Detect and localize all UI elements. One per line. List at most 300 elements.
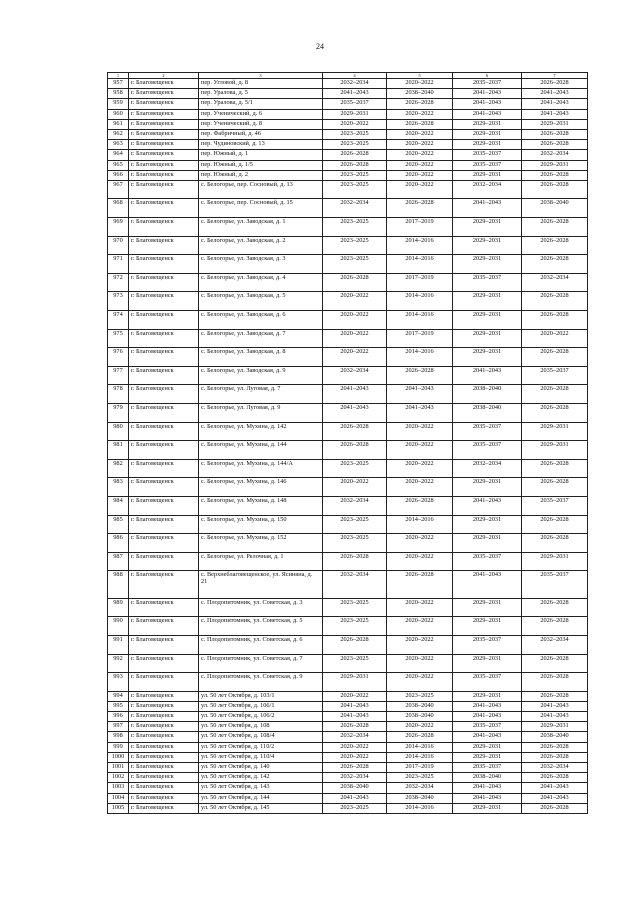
row-number-cell: 995 bbox=[108, 701, 129, 711]
city-cell: г. Благовещенск bbox=[129, 763, 199, 773]
row-number-cell: 976 bbox=[108, 348, 129, 367]
city-cell: г. Благовещенск bbox=[129, 441, 199, 460]
row-number-cell: 961 bbox=[108, 119, 129, 129]
period-cell: 2026–2028 bbox=[323, 441, 387, 460]
city-cell: г. Благовещенск bbox=[129, 348, 199, 367]
city-cell: г. Благовещенск bbox=[129, 160, 199, 170]
address-cell: пер. Ученический, д. 8 bbox=[199, 119, 323, 129]
row-number-cell: 965 bbox=[108, 160, 129, 170]
row-number-cell: 997 bbox=[108, 722, 129, 732]
address-cell: ул. 50 лет Октября, д. 110/4 bbox=[199, 752, 323, 762]
period-cell: 2020–2022 bbox=[387, 552, 453, 571]
address-cell: ул. 50 лет Октября, д. 142 bbox=[199, 773, 323, 783]
period-cell: 2026–2028 bbox=[387, 119, 453, 129]
period-cell: 2035–2037 bbox=[453, 635, 522, 654]
address-cell: ул. 50 лет Октября, д. 106/1 bbox=[199, 701, 323, 711]
period-cell: 2029–2031 bbox=[453, 515, 522, 534]
period-cell: 2026–2028 bbox=[387, 366, 453, 385]
column-number-cell: 6 bbox=[453, 73, 522, 79]
row-number-cell: 992 bbox=[108, 654, 129, 673]
period-cell: 2035–2037 bbox=[453, 160, 522, 170]
city-cell: г. Благовещенск bbox=[129, 722, 199, 732]
period-cell: 2032–2034 bbox=[323, 732, 387, 742]
period-cell: 2041–2043 bbox=[387, 385, 453, 404]
table-row bbox=[108, 722, 588, 732]
city-cell: г. Благовещенск bbox=[129, 598, 199, 617]
table-row bbox=[108, 140, 588, 150]
period-cell: 2035–2037 bbox=[453, 722, 522, 732]
table-row bbox=[108, 273, 588, 292]
period-cell: 2041–2043 bbox=[453, 783, 522, 793]
period-cell: 2020–2022 bbox=[387, 598, 453, 617]
table-row bbox=[108, 150, 588, 160]
period-cell: 2032–2034 bbox=[323, 199, 387, 218]
period-cell: 2014–2016 bbox=[387, 236, 453, 255]
city-cell: г. Благовещенск bbox=[129, 273, 199, 292]
city-cell: г. Благовещенск bbox=[129, 571, 199, 598]
address-cell: с. Белогорье, ул. Заводская, д. 3 bbox=[199, 255, 323, 274]
row-number-cell: 1002 bbox=[108, 773, 129, 783]
period-cell: 2026–2028 bbox=[387, 99, 453, 109]
table-row bbox=[108, 441, 588, 460]
row-number-cell: 981 bbox=[108, 441, 129, 460]
table-row bbox=[108, 571, 588, 598]
period-cell: 2026–2028 bbox=[387, 496, 453, 515]
city-cell: г. Благовещенск bbox=[129, 366, 199, 385]
period-cell: 2029–2031 bbox=[453, 348, 522, 367]
city-cell: г. Благовещенск bbox=[129, 422, 199, 441]
period-cell: 2023–2025 bbox=[323, 170, 387, 180]
period-cell: 2041–2043 bbox=[387, 404, 453, 423]
period-cell: 2026–2028 bbox=[323, 635, 387, 654]
period-cell: 2035–2037 bbox=[453, 150, 522, 160]
address-cell: с. Плодопитомник, ул. Советская, д. 3 bbox=[199, 598, 323, 617]
table-row bbox=[108, 292, 588, 311]
period-cell: 2026–2028 bbox=[387, 732, 453, 742]
address-cell: ул. 50 лет Октября, д. 108/4 bbox=[199, 732, 323, 742]
period-cell: 2023–2025 bbox=[323, 515, 387, 534]
period-cell: 2026–2028 bbox=[387, 571, 453, 598]
period-cell: 2026–2028 bbox=[522, 534, 588, 553]
period-cell: 2038–2040 bbox=[323, 783, 387, 793]
period-cell: 2023–2025 bbox=[323, 129, 387, 139]
period-cell: 2035–2037 bbox=[453, 273, 522, 292]
period-cell: 2020–2022 bbox=[323, 752, 387, 762]
address-cell: пер. Ученический, д. 6 bbox=[199, 109, 323, 119]
period-cell: 2041–2043 bbox=[522, 783, 588, 793]
period-cell: 2038–2040 bbox=[522, 732, 588, 742]
address-cell: пер. Южный, д. 2 bbox=[199, 170, 323, 180]
table-row bbox=[108, 742, 588, 752]
row-number-cell: 971 bbox=[108, 255, 129, 274]
column-number-cell: 2 bbox=[129, 73, 199, 79]
table-row bbox=[108, 236, 588, 255]
address-cell: с. Верхнеблаговещенское, ул. Ясиняна, д. 21 bbox=[199, 571, 323, 598]
period-cell: 2026–2028 bbox=[522, 773, 588, 783]
period-cell: 2038–2040 bbox=[522, 199, 588, 218]
period-cell: 2014–2016 bbox=[387, 803, 453, 813]
period-cell: 2041–2043 bbox=[522, 99, 588, 109]
period-cell: 2026–2028 bbox=[522, 598, 588, 617]
address-cell: с. Белогорье, ул. Заводская, д. 9 bbox=[199, 366, 323, 385]
city-cell: г. Благовещенск bbox=[129, 783, 199, 793]
table-row bbox=[108, 534, 588, 553]
column-number-cell: 7 bbox=[522, 73, 588, 79]
city-cell: г. Благовещенск bbox=[129, 292, 199, 311]
period-cell: 2029–2031 bbox=[522, 722, 588, 732]
address-cell: пер. Уралова, д. 5/1 bbox=[199, 99, 323, 109]
table-row bbox=[108, 459, 588, 478]
address-cell: с. Белогорье, ул. Луговая, д. 9 bbox=[199, 404, 323, 423]
address-cell: с. Плодопитомник, ул. Советская, д. 9 bbox=[199, 673, 323, 692]
city-cell: г. Благовещенск bbox=[129, 236, 199, 255]
row-number-cell: 962 bbox=[108, 129, 129, 139]
address-cell: с. Плодопитомник, ул. Советская, д. 6 bbox=[199, 635, 323, 654]
period-cell: 2041–2043 bbox=[453, 366, 522, 385]
table-row bbox=[108, 422, 588, 441]
period-cell: 2017–2019 bbox=[387, 273, 453, 292]
row-number-cell: 969 bbox=[108, 218, 129, 237]
row-number-cell: 996 bbox=[108, 712, 129, 722]
table-row bbox=[108, 701, 588, 711]
period-cell: 2026–2028 bbox=[522, 170, 588, 180]
period-cell: 2029–2031 bbox=[453, 218, 522, 237]
address-cell: с. Белогорье, ул. Луговая, д. 7 bbox=[199, 385, 323, 404]
row-number-cell: 973 bbox=[108, 292, 129, 311]
row-number-cell: 972 bbox=[108, 273, 129, 292]
period-cell: 2041–2043 bbox=[453, 496, 522, 515]
city-cell: г. Благовещенск bbox=[129, 218, 199, 237]
table-row bbox=[108, 160, 588, 170]
city-cell: г. Благовещенск bbox=[129, 701, 199, 711]
period-cell: 2029–2031 bbox=[522, 552, 588, 571]
address-cell: ул. 50 лет Октября, д. 144 bbox=[199, 793, 323, 803]
address-cell: ул. 50 лет Октября, д. 110/2 bbox=[199, 742, 323, 752]
period-cell: 2038–2040 bbox=[453, 773, 522, 783]
table-row bbox=[108, 752, 588, 762]
period-cell: 2026–2028 bbox=[522, 478, 588, 497]
table-row bbox=[108, 199, 588, 218]
period-cell: 2029–2031 bbox=[453, 329, 522, 348]
period-cell: 2041–2043 bbox=[453, 701, 522, 711]
period-cell: 2041–2043 bbox=[522, 89, 588, 99]
period-cell: 2020–2022 bbox=[387, 109, 453, 119]
address-cell: с. Белогорье, ул. Заводская, д. 2 bbox=[199, 236, 323, 255]
period-cell: 2026–2028 bbox=[323, 273, 387, 292]
period-cell: 2029–2031 bbox=[453, 742, 522, 752]
table-row bbox=[108, 180, 588, 199]
table-row bbox=[108, 255, 588, 274]
city-cell: г. Благовещенск bbox=[129, 404, 199, 423]
period-cell: 2020–2022 bbox=[387, 441, 453, 460]
address-cell: ул. 50 лет Октября, д. 140 bbox=[199, 763, 323, 773]
period-cell: 2014–2016 bbox=[387, 515, 453, 534]
period-cell: 2014–2016 bbox=[387, 752, 453, 762]
city-cell: г. Благовещенск bbox=[129, 79, 199, 89]
table-row bbox=[108, 119, 588, 129]
period-cell: 2026–2028 bbox=[522, 752, 588, 762]
period-cell: 2041–2043 bbox=[453, 89, 522, 99]
row-number-cell: 968 bbox=[108, 199, 129, 218]
period-cell: 2014–2016 bbox=[387, 255, 453, 274]
address-cell: с. Плодопитомник, ул. Советская, д. 5 bbox=[199, 617, 323, 636]
city-cell: г. Благовещенск bbox=[129, 129, 199, 139]
table-row bbox=[108, 478, 588, 497]
row-number-cell: 989 bbox=[108, 598, 129, 617]
period-cell: 2020–2022 bbox=[387, 635, 453, 654]
table-row bbox=[108, 170, 588, 180]
row-number-cell: 963 bbox=[108, 140, 129, 150]
period-cell: 2032–2034 bbox=[323, 496, 387, 515]
period-cell: 2029–2031 bbox=[323, 109, 387, 119]
row-number-cell: 1000 bbox=[108, 752, 129, 762]
period-cell: 2020–2022 bbox=[387, 673, 453, 692]
address-cell: с. Белогорье, пер. Сосновый, д. 15 bbox=[199, 199, 323, 218]
city-cell: г. Благовещенск bbox=[129, 673, 199, 692]
address-cell: с. Белогорье, ул. Заводская, д. 4 bbox=[199, 273, 323, 292]
period-cell: 2032–2034 bbox=[522, 763, 588, 773]
period-cell: 2029–2031 bbox=[453, 691, 522, 701]
city-cell: г. Благовещенск bbox=[129, 773, 199, 783]
city-cell: г. Благовещенск bbox=[129, 534, 199, 553]
address-cell: пер. Угловой, д. 8 bbox=[199, 79, 323, 89]
period-cell: 2020–2022 bbox=[387, 150, 453, 160]
period-cell: 2020–2022 bbox=[387, 160, 453, 170]
period-cell: 2026–2028 bbox=[323, 160, 387, 170]
address-cell: с. Белогорье, ул. Заводская, д. 8 bbox=[199, 348, 323, 367]
city-cell: г. Благовещенск bbox=[129, 515, 199, 534]
period-cell: 2014–2016 bbox=[387, 348, 453, 367]
period-cell: 2041–2043 bbox=[453, 712, 522, 722]
address-cell: с. Белогорье, ул. Заводская, д. 6 bbox=[199, 311, 323, 330]
city-cell: г. Благовещенск bbox=[129, 109, 199, 119]
period-cell: 2023–2025 bbox=[387, 773, 453, 783]
city-cell: г. Благовещенск bbox=[129, 99, 199, 109]
period-cell: 2026–2028 bbox=[522, 180, 588, 199]
period-cell: 2026–2028 bbox=[323, 763, 387, 773]
period-cell: 2029–2031 bbox=[453, 617, 522, 636]
period-cell: 2026–2028 bbox=[522, 129, 588, 139]
city-cell: г. Благовещенск bbox=[129, 712, 199, 722]
column-number-cell: 5 bbox=[387, 73, 453, 79]
period-cell: 2020–2022 bbox=[387, 140, 453, 150]
table-row bbox=[108, 218, 588, 237]
period-cell: 2020–2022 bbox=[387, 79, 453, 89]
period-cell: 2032–2034 bbox=[323, 79, 387, 89]
period-cell: 2020–2022 bbox=[387, 722, 453, 732]
period-cell: 2023–2025 bbox=[323, 803, 387, 813]
row-number-cell: 999 bbox=[108, 742, 129, 752]
period-cell: 2023–2025 bbox=[387, 691, 453, 701]
city-cell: г. Благовещенск bbox=[129, 478, 199, 497]
table-row bbox=[108, 763, 588, 773]
address-cell: с. Плодопитомник, ул. Советская, д. 7 bbox=[199, 654, 323, 673]
row-number-cell: 979 bbox=[108, 404, 129, 423]
table-row bbox=[108, 617, 588, 636]
period-cell: 2026–2028 bbox=[522, 255, 588, 274]
period-cell: 2038–2040 bbox=[387, 712, 453, 722]
address-cell: с. Белогорье, ул. Мухина, д. 152 bbox=[199, 534, 323, 553]
table-row bbox=[108, 109, 588, 119]
table-row bbox=[108, 635, 588, 654]
period-cell: 2035–2037 bbox=[323, 99, 387, 109]
period-cell: 2020–2022 bbox=[387, 180, 453, 199]
period-cell: 2026–2028 bbox=[323, 422, 387, 441]
row-number-cell: 994 bbox=[108, 691, 129, 701]
table-row bbox=[108, 793, 588, 803]
table-row bbox=[108, 329, 588, 348]
period-cell: 2035–2037 bbox=[522, 496, 588, 515]
row-number-cell: 978 bbox=[108, 385, 129, 404]
period-cell: 2017–2019 bbox=[387, 218, 453, 237]
period-cell: 2014–2016 bbox=[387, 311, 453, 330]
row-number-cell: 966 bbox=[108, 170, 129, 180]
address-cell: с. Белогорье, ул. Заводская, д. 5 bbox=[199, 292, 323, 311]
period-cell: 2023–2025 bbox=[323, 617, 387, 636]
period-cell: 2020–2022 bbox=[387, 478, 453, 497]
city-cell: г. Благовещенск bbox=[129, 140, 199, 150]
table-row bbox=[108, 552, 588, 571]
city-cell: г. Благовещенск bbox=[129, 732, 199, 742]
city-cell: г. Благовещенск bbox=[129, 803, 199, 813]
address-cell: ул. 50 лет Октября, д. 106/2 bbox=[199, 712, 323, 722]
period-cell: 2041–2043 bbox=[453, 109, 522, 119]
row-number-cell: 984 bbox=[108, 496, 129, 515]
row-number-cell: 991 bbox=[108, 635, 129, 654]
period-cell: 2020–2022 bbox=[323, 742, 387, 752]
row-number-cell: 974 bbox=[108, 311, 129, 330]
table-row bbox=[108, 803, 588, 813]
period-cell: 2029–2031 bbox=[453, 311, 522, 330]
period-cell: 2026–2028 bbox=[522, 218, 588, 237]
period-cell: 2032–2034 bbox=[453, 180, 522, 199]
period-cell: 2023–2025 bbox=[323, 598, 387, 617]
period-cell: 2029–2031 bbox=[453, 478, 522, 497]
period-cell: 2029–2031 bbox=[522, 160, 588, 170]
address-cell: пер. Уралова, д. 5 bbox=[199, 89, 323, 99]
period-cell: 2032–2034 bbox=[387, 783, 453, 793]
period-cell: 2041–2043 bbox=[453, 793, 522, 803]
period-cell: 2038–2040 bbox=[453, 404, 522, 423]
address-cell: с. Белогорье, ул. Заводская, д. 7 bbox=[199, 329, 323, 348]
period-cell: 2041–2043 bbox=[323, 404, 387, 423]
table-row bbox=[108, 712, 588, 722]
period-cell: 2026–2028 bbox=[522, 348, 588, 367]
period-cell: 2041–2043 bbox=[323, 385, 387, 404]
period-cell: 2029–2031 bbox=[453, 292, 522, 311]
period-cell: 2020–2022 bbox=[323, 292, 387, 311]
row-number-cell: 977 bbox=[108, 366, 129, 385]
period-cell: 2020–2022 bbox=[522, 329, 588, 348]
address-cell: с. Белогорье, ул. Заводская, д. 1 bbox=[199, 218, 323, 237]
period-cell: 2026–2028 bbox=[522, 673, 588, 692]
period-cell: 2026–2028 bbox=[522, 515, 588, 534]
row-number-cell: 967 bbox=[108, 180, 129, 199]
period-cell: 2026–2028 bbox=[522, 803, 588, 813]
address-cell: ул. 50 лет Октября, д. 108 bbox=[199, 722, 323, 732]
period-cell: 2029–2031 bbox=[453, 140, 522, 150]
period-cell: 2020–2022 bbox=[387, 459, 453, 478]
city-cell: г. Благовещенск bbox=[129, 385, 199, 404]
period-cell: 2041–2043 bbox=[522, 701, 588, 711]
row-number-cell: 1001 bbox=[108, 763, 129, 773]
table-row bbox=[108, 496, 588, 515]
row-number-cell: 998 bbox=[108, 732, 129, 742]
period-cell: 2041–2043 bbox=[522, 109, 588, 119]
period-cell: 2035–2037 bbox=[453, 763, 522, 773]
period-cell: 2017–2019 bbox=[387, 329, 453, 348]
period-cell: 2020–2022 bbox=[387, 422, 453, 441]
period-cell: 2032–2034 bbox=[453, 459, 522, 478]
table-row bbox=[108, 348, 588, 367]
period-cell: 2029–2031 bbox=[522, 441, 588, 460]
city-cell: г. Благовещенск bbox=[129, 199, 199, 218]
period-cell: 2020–2022 bbox=[387, 534, 453, 553]
period-cell: 2032–2034 bbox=[522, 635, 588, 654]
period-cell: 2029–2031 bbox=[453, 129, 522, 139]
period-cell: 2023–2025 bbox=[323, 236, 387, 255]
period-cell: 2035–2037 bbox=[522, 366, 588, 385]
address-cell: с. Белогорье, ул. Мухина, д. 142 bbox=[199, 422, 323, 441]
period-cell: 2014–2016 bbox=[387, 742, 453, 752]
period-cell: 2029–2031 bbox=[453, 170, 522, 180]
row-number-cell: 1004 bbox=[108, 793, 129, 803]
table-row bbox=[108, 99, 588, 109]
period-cell: 2020–2022 bbox=[387, 617, 453, 636]
table-body bbox=[108, 79, 588, 814]
city-cell: г. Благовещенск bbox=[129, 496, 199, 515]
address-cell: с. Белогорье, ул. Мухина, д. 150 bbox=[199, 515, 323, 534]
city-cell: г. Благовещенск bbox=[129, 170, 199, 180]
period-cell: 2026–2028 bbox=[522, 236, 588, 255]
row-number-cell: 985 bbox=[108, 515, 129, 534]
row-number-cell: 957 bbox=[108, 79, 129, 89]
period-cell: 2020–2022 bbox=[323, 311, 387, 330]
period-cell: 2026–2028 bbox=[522, 404, 588, 423]
period-cell: 2023–2025 bbox=[323, 140, 387, 150]
address-cell: ул. 50 лет Октября, д. 145 bbox=[199, 803, 323, 813]
address-cell: с. Белогорье, ул. Мухина, д. 148 bbox=[199, 496, 323, 515]
period-cell: 2026–2028 bbox=[522, 459, 588, 478]
row-number-cell: 959 bbox=[108, 99, 129, 109]
period-cell: 2038–2040 bbox=[387, 793, 453, 803]
period-cell: 2041–2043 bbox=[522, 793, 588, 803]
period-cell: 2029–2031 bbox=[453, 255, 522, 274]
city-cell: г. Благовещенск bbox=[129, 311, 199, 330]
period-cell: 2026–2028 bbox=[522, 654, 588, 673]
city-cell: г. Благовещенск bbox=[129, 329, 199, 348]
period-cell: 2026–2028 bbox=[323, 722, 387, 732]
period-cell: 2041–2043 bbox=[522, 712, 588, 722]
period-cell: 2026–2028 bbox=[522, 140, 588, 150]
period-cell: 2023–2025 bbox=[323, 255, 387, 274]
row-number-cell: 993 bbox=[108, 673, 129, 692]
city-cell: г. Благовещенск bbox=[129, 654, 199, 673]
city-cell: г. Благовещенск bbox=[129, 742, 199, 752]
column-number-cell: 4 bbox=[323, 73, 387, 79]
period-cell: 2026–2028 bbox=[522, 79, 588, 89]
row-number-cell: 958 bbox=[108, 89, 129, 99]
period-cell: 2020–2022 bbox=[323, 691, 387, 701]
city-cell: г. Благовещенск bbox=[129, 793, 199, 803]
city-cell: г. Благовещенск bbox=[129, 552, 199, 571]
period-cell: 2020–2022 bbox=[323, 478, 387, 497]
period-cell: 2020–2022 bbox=[387, 170, 453, 180]
period-cell: 2041–2043 bbox=[453, 99, 522, 109]
period-cell: 2029–2031 bbox=[522, 422, 588, 441]
period-cell: 2020–2022 bbox=[323, 119, 387, 129]
period-cell: 2020–2022 bbox=[387, 654, 453, 673]
